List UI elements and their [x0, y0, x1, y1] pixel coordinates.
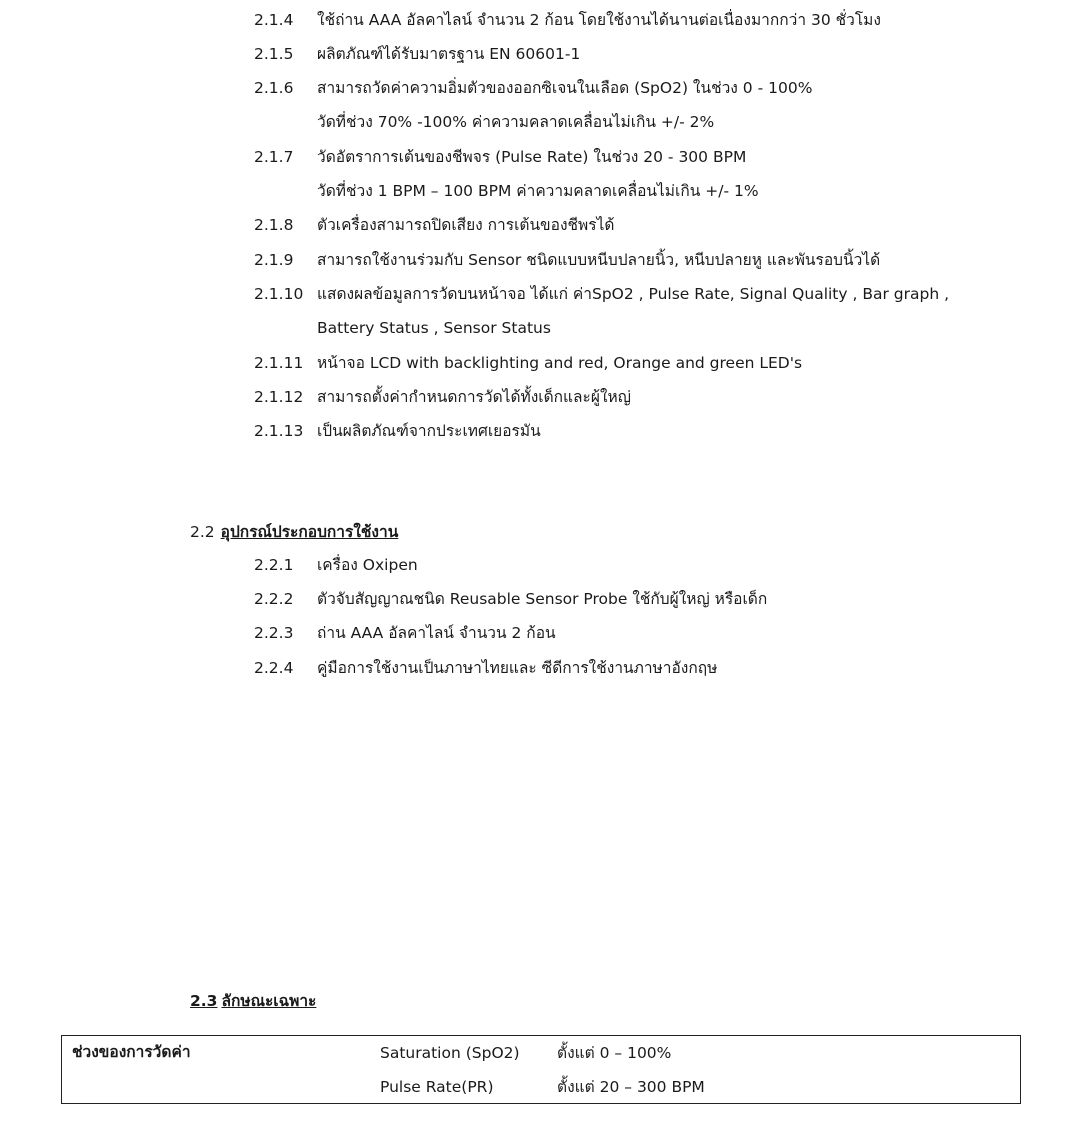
spec-param: Saturation (SpO2) [380, 1044, 520, 1062]
item-text: ถ่าน AAA อัลคาไลน์ จำนวน 2 ก้อน [317, 624, 556, 642]
item-number: 2.1.6 [254, 79, 294, 97]
item-number: 2.1.10 [254, 285, 304, 303]
item-text: หน้าจอ LCD with backlighting and red, Orange and green LED's [317, 354, 803, 372]
item-number: 2.1.12 [254, 388, 304, 406]
spec-value: ตั้งแต่ 0 – 100% [557, 1044, 672, 1062]
item-text: ตัวเครื่องสามารถปิดเสียง การเต้นของชีพรได้ [317, 216, 615, 234]
item-number: 2.2.3 [254, 624, 294, 642]
section-heading-2-3 [190, 987, 316, 1015]
section-number: 2.2 [190, 523, 215, 541]
section-number: 2.3 [190, 992, 218, 1010]
item-text-continuation: Battery Status , Sensor Status [317, 319, 551, 337]
item-text: สามารถตั้งค่ากำหนดการวัดได้ทั้งเด็กและผู้ใหญ่ [317, 388, 631, 406]
item-text: คู่มือการใช้งานเป็นภาษาไทยและ ซีดีการใช้งานภาษาอังกฤษ [317, 659, 718, 677]
item-text: ผลิตภัณฑ์ได้รับมาตรฐาน EN 60601-1 [317, 45, 581, 63]
item-text-continuation: วัดที่ช่วง 1 BPM – 100 BPM ค่าความคลาดเคลื่อนไม่เกิน +/- 1% [317, 182, 759, 200]
item-text: เป็นผลิตภัณฑ์จากประเทศเยอรมัน [317, 422, 541, 440]
item-number: 2.1.8 [254, 216, 294, 234]
item-text: แสดงผลข้อมูลการวัดบนหน้าจอ ได้แก่ ค่าSpO2 , Pulse Rate, Signal Quality , Bar graph , [317, 285, 949, 303]
item-text: เครื่อง Oxipen [317, 556, 418, 574]
spec-table-label: ช่วงของการวัดค่า [72, 1043, 191, 1061]
item-number: 2.1.9 [254, 251, 294, 269]
item-text: สามารถใช้งานร่วมกับ Sensor ชนิดแบบหนีบปลายนิ้ว, หนีบปลายหู และพันรอบนิ้วได้ [317, 251, 881, 269]
item-number: 2.2.2 [254, 590, 294, 608]
item-text-continuation: วัดที่ช่วง 70% -100% ค่าความคลาดเคลื่อนไม่เกิน +/- 2% [317, 113, 715, 131]
spec-table [61, 1035, 1021, 1104]
item-number: 2.1.5 [254, 45, 294, 63]
item-number: 2.2.1 [254, 556, 294, 574]
item-text: สามารถวัดค่าความอิ่มตัวของออกซิเจนในเลือด (SpO2) ในช่วง 0 - 100% [317, 79, 813, 97]
spec-param: Pulse Rate(PR) [380, 1078, 494, 1096]
section-title: ลักษณะเฉพาะ [221, 992, 317, 1010]
item-number: 2.1.4 [254, 11, 294, 29]
item-number: 2.1.7 [254, 148, 294, 166]
section-heading-2-2 [190, 518, 398, 546]
item-number: 2.2.4 [254, 659, 294, 677]
section-title: อุปกรณ์ประกอบการใช้งาน [220, 523, 399, 541]
spec-value: ตั้งแต่ 20 – 300 BPM [557, 1078, 705, 1096]
item-number: 2.1.13 [254, 422, 304, 440]
item-text: ตัวจับสัญญาณชนิด Reusable Sensor Probe ใช้กับผู้ใหญ่ หรือเด็ก [317, 590, 768, 608]
item-text: ใช้ถ่าน AAA อัลคาไลน์ จำนวน 2 ก้อน โดยใช้งานได้นานต่อเนื่องมากกว่า 30 ชั่วโมง [317, 11, 881, 29]
item-number: 2.1.11 [254, 354, 304, 372]
item-text: วัดอัตราการเต้นของชีพจร (Pulse Rate) ในช่วง 20 - 300 BPM [317, 148, 747, 166]
